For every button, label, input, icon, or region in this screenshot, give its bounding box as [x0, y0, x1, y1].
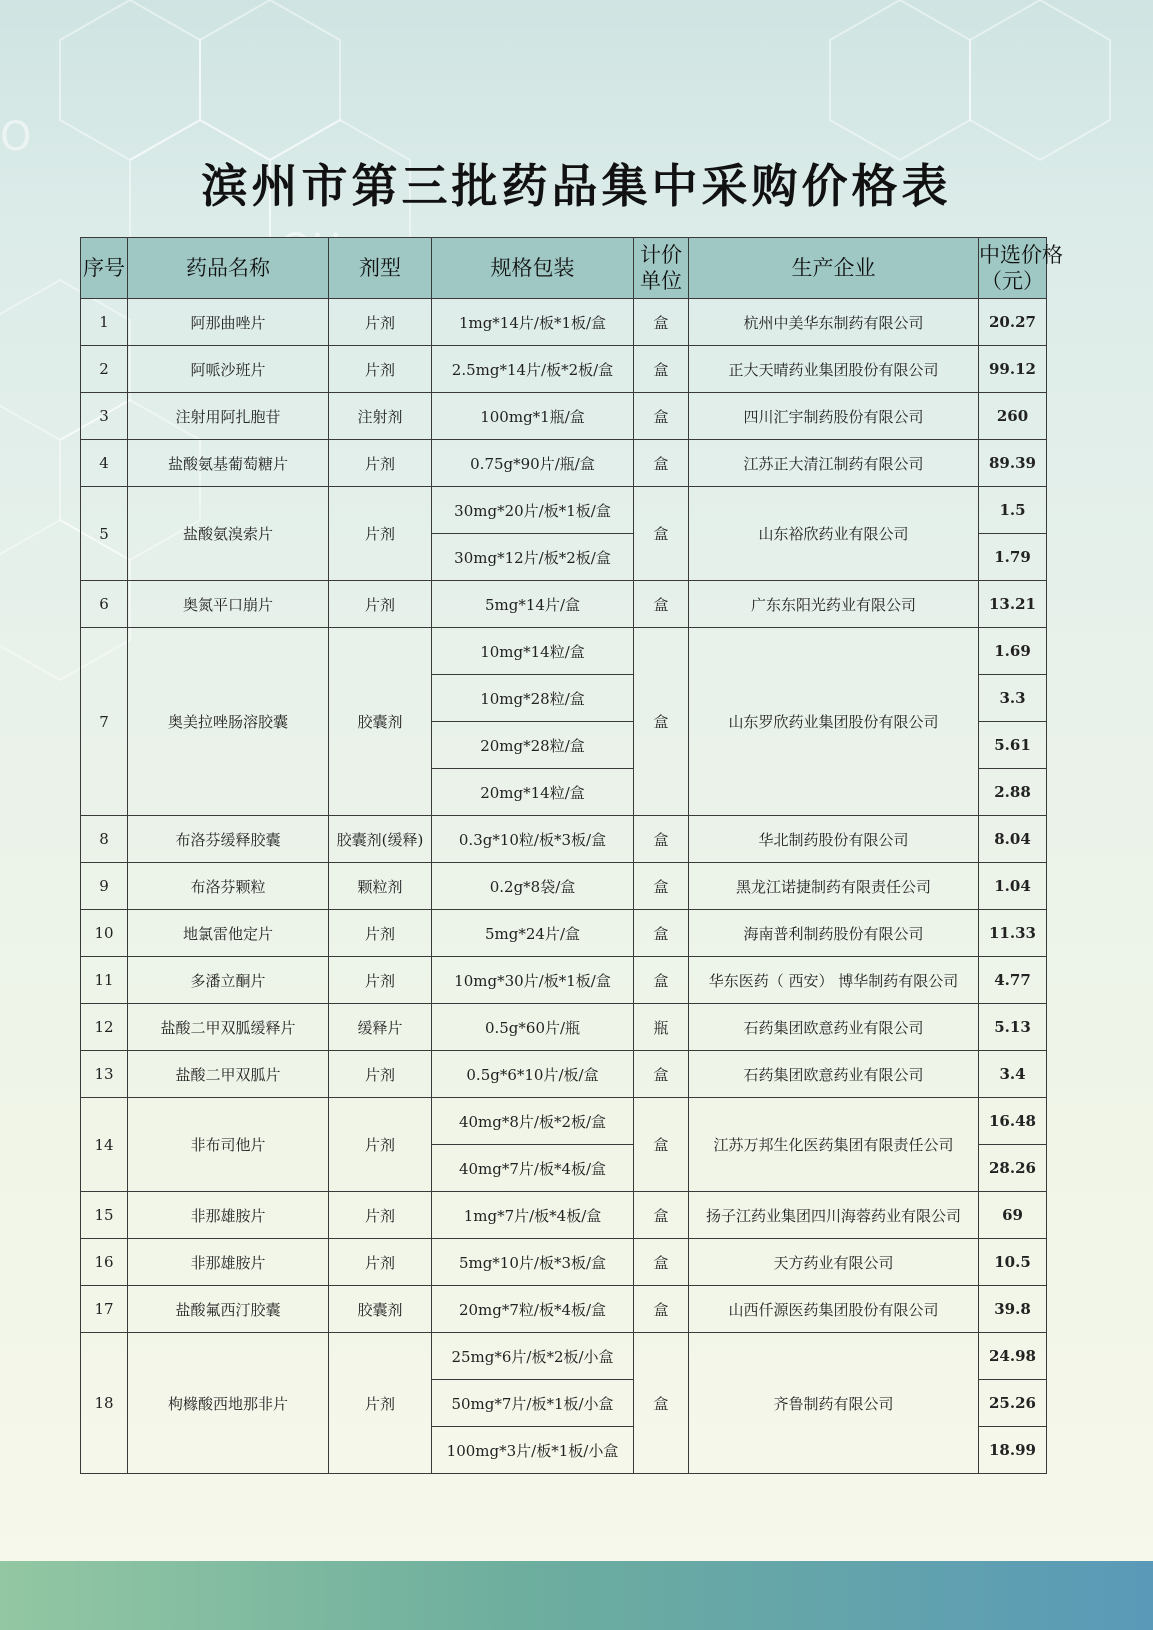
selected-price: 28.26 [979, 1145, 1047, 1192]
row-number: 5 [81, 487, 128, 581]
pricing-unit: 盒 [634, 910, 689, 957]
pricing-unit: 盒 [634, 1333, 689, 1474]
pricing-unit: 盒 [634, 628, 689, 816]
spec-package: 30mg*20片/板*1板/盒 [432, 487, 634, 534]
selected-price: 99.12 [979, 346, 1047, 393]
dosage-form: 片剂 [329, 581, 432, 628]
selected-price: 11.33 [979, 910, 1047, 957]
dosage-form: 片剂 [329, 299, 432, 346]
pricing-unit: 盒 [634, 1098, 689, 1192]
table-row [81, 1051, 1047, 1098]
dosage-form: 注射剂 [329, 393, 432, 440]
spec-package: 100mg*3片/板*1板/小盒 [432, 1427, 634, 1474]
svg-text:O: O [0, 114, 32, 160]
price-table [80, 237, 1063, 1474]
selected-price: 13.21 [979, 581, 1047, 628]
manufacturer: 海南普利制药股份有限公司 [689, 910, 979, 957]
dosage-form: 胶囊剂 [329, 628, 432, 816]
dosage-form: 片剂 [329, 1098, 432, 1192]
drug-name: 奥氮平口崩片 [128, 581, 329, 628]
pricing-unit: 盒 [634, 299, 689, 346]
drug-name: 布洛芬缓释胶囊 [128, 816, 329, 863]
row-number: 4 [81, 440, 128, 487]
table-header-row [81, 238, 1047, 299]
table-row [81, 628, 1047, 675]
selected-price: 5.61 [979, 722, 1047, 769]
row-number: 8 [81, 816, 128, 863]
spec-package: 5mg*14片/盒 [432, 581, 634, 628]
manufacturer: 正大天晴药业集团股份有限公司 [689, 346, 979, 393]
table-row [81, 299, 1047, 346]
manufacturer: 杭州中美华东制药有限公司 [689, 299, 979, 346]
dosage-form: 片剂 [329, 1333, 432, 1474]
dosage-form: 片剂 [329, 440, 432, 487]
pricing-unit: 盒 [634, 581, 689, 628]
selected-price: 5.13 [979, 1004, 1047, 1051]
pricing-unit: 盒 [634, 1286, 689, 1333]
pricing-unit: 盒 [634, 1051, 689, 1098]
selected-price: 18.99 [979, 1427, 1047, 1474]
drug-name: 阿哌沙班片 [128, 346, 329, 393]
row-number: 17 [81, 1286, 128, 1333]
drug-name: 枸橼酸西地那非片 [128, 1333, 329, 1474]
spec-package: 1mg*14片/板*1板/盒 [432, 299, 634, 346]
table-row [81, 1286, 1047, 1333]
pricing-unit: 盒 [634, 440, 689, 487]
row-number: 14 [81, 1098, 128, 1192]
row-number: 1 [81, 299, 128, 346]
drug-name: 奥美拉唑肠溶胶囊 [128, 628, 329, 816]
spec-package: 10mg*14粒/盒 [432, 628, 634, 675]
row-number: 2 [81, 346, 128, 393]
selected-price: 4.77 [979, 957, 1047, 1004]
header-no: 序号 [81, 238, 128, 299]
row-number: 13 [81, 1051, 128, 1098]
drug-name: 盐酸二甲双胍片 [128, 1051, 329, 1098]
selected-price: 39.8 [979, 1286, 1047, 1333]
row-number: 12 [81, 1004, 128, 1051]
drug-name: 注射用阿扎胞苷 [128, 393, 329, 440]
dosage-form: 片剂 [329, 1239, 432, 1286]
spec-package: 5mg*24片/盒 [432, 910, 634, 957]
dosage-form: 胶囊剂(缓释) [329, 816, 432, 863]
spec-package: 0.2g*8袋/盒 [432, 863, 634, 910]
row-number: 16 [81, 1239, 128, 1286]
selected-price: 20.27 [979, 299, 1047, 346]
selected-price: 24.98 [979, 1333, 1047, 1380]
manufacturer: 山东罗欣药业集团股份有限公司 [689, 628, 979, 816]
row-number: 11 [81, 957, 128, 1004]
selected-price: 2.88 [979, 769, 1047, 816]
table-row [81, 816, 1047, 863]
dosage-form: 片剂 [329, 1192, 432, 1239]
spec-package: 1mg*7片/板*4板/盒 [432, 1192, 634, 1239]
selected-price: 1.69 [979, 628, 1047, 675]
header-price: 中选价格 （元） [979, 238, 1047, 299]
table-row [81, 910, 1047, 957]
pricing-unit: 盒 [634, 393, 689, 440]
drug-name: 非布司他片 [128, 1098, 329, 1192]
selected-price: 69 [979, 1192, 1047, 1239]
manufacturer: 华东医药（ 西安） 博华制药有限公司 [689, 957, 979, 1004]
table-row [81, 863, 1047, 910]
row-number: 6 [81, 581, 128, 628]
table-row [81, 487, 1047, 534]
page-title: 滨州市第三批药品集中采购价格表 [201, 159, 952, 213]
manufacturer: 四川汇宇制药股份有限公司 [689, 393, 979, 440]
drug-name: 盐酸氟西汀胶囊 [128, 1286, 329, 1333]
selected-price: 8.04 [979, 816, 1047, 863]
spec-package: 10mg*28粒/盒 [432, 675, 634, 722]
pricing-unit: 瓶 [634, 1004, 689, 1051]
selected-price: 16.48 [979, 1098, 1047, 1145]
manufacturer: 石药集团欧意药业有限公司 [689, 1004, 979, 1051]
spec-package: 50mg*7片/板*1板/小盒 [432, 1380, 634, 1427]
spec-package: 40mg*7片/板*4板/盒 [432, 1145, 634, 1192]
manufacturer: 广东东阳光药业有限公司 [689, 581, 979, 628]
spec-package: 5mg*10片/板*3板/盒 [432, 1239, 634, 1286]
dosage-form: 缓释片 [329, 1004, 432, 1051]
header-unit: 计价 单位 [634, 238, 689, 299]
selected-price: 260 [979, 393, 1047, 440]
bottom-band [0, 1561, 1153, 1630]
table-row [81, 1192, 1047, 1239]
pricing-unit: 盒 [634, 1239, 689, 1286]
table-row [81, 957, 1047, 1004]
spec-package: 20mg*28粒/盒 [432, 722, 634, 769]
manufacturer: 山西仟源医药集团股份有限公司 [689, 1286, 979, 1333]
drug-name: 阿那曲唑片 [128, 299, 329, 346]
selected-price: 3.4 [979, 1051, 1047, 1098]
dosage-form: 片剂 [329, 346, 432, 393]
dosage-form: 片剂 [329, 957, 432, 1004]
header-name: 药品名称 [128, 238, 329, 299]
table-row [81, 1098, 1047, 1145]
spec-package: 40mg*8片/板*2板/盒 [432, 1098, 634, 1145]
drug-name: 非那雄胺片 [128, 1192, 329, 1239]
spec-package: 0.5g*60片/瓶 [432, 1004, 634, 1051]
row-number: 18 [81, 1333, 128, 1474]
dosage-form: 片剂 [329, 487, 432, 581]
table-row [81, 346, 1047, 393]
spec-package: 0.3g*10粒/板*3板/盒 [432, 816, 634, 863]
selected-price: 1.5 [979, 487, 1047, 534]
table-row [81, 581, 1047, 628]
table-row [81, 440, 1047, 487]
selected-price: 89.39 [979, 440, 1047, 487]
selected-price: 1.79 [979, 534, 1047, 581]
header-spec: 规格包装 [432, 238, 634, 299]
header-form: 剂型 [329, 238, 432, 299]
manufacturer: 华北制药股份有限公司 [689, 816, 979, 863]
dosage-form: 片剂 [329, 1051, 432, 1098]
table-row [81, 1004, 1047, 1051]
pricing-unit: 盒 [634, 346, 689, 393]
pricing-unit: 盒 [634, 816, 689, 863]
table-row [81, 1333, 1047, 1380]
row-number: 10 [81, 910, 128, 957]
pricing-unit: 盒 [634, 957, 689, 1004]
drug-name: 盐酸氨溴索片 [128, 487, 329, 581]
manufacturer: 石药集团欧意药业有限公司 [689, 1051, 979, 1098]
manufacturer: 江苏正大清江制药有限公司 [689, 440, 979, 487]
spec-package: 30mg*12片/板*2板/盒 [432, 534, 634, 581]
dosage-form: 颗粒剂 [329, 863, 432, 910]
row-number: 7 [81, 628, 128, 816]
manufacturer: 黑龙江诺捷制药有限责任公司 [689, 863, 979, 910]
manufacturer: 山东裕欣药业有限公司 [689, 487, 979, 581]
manufacturer: 齐鲁制药有限公司 [689, 1333, 979, 1474]
spec-package: 0.5g*6*10片/板/盒 [432, 1051, 634, 1098]
dosage-form: 片剂 [329, 910, 432, 957]
pricing-unit: 盒 [634, 863, 689, 910]
drug-name: 非那雄胺片 [128, 1239, 329, 1286]
spec-package: 20mg*14粒/盒 [432, 769, 634, 816]
row-number: 9 [81, 863, 128, 910]
drug-name: 布洛芬颗粒 [128, 863, 329, 910]
drug-name: 盐酸二甲双胍缓释片 [128, 1004, 329, 1051]
drug-name: 多潘立酮片 [128, 957, 329, 1004]
manufacturer: 扬子江药业集团四川海蓉药业有限公司 [689, 1192, 979, 1239]
drug-name: 地氯雷他定片 [128, 910, 329, 957]
manufacturer: 天方药业有限公司 [689, 1239, 979, 1286]
header-company: 生产企业 [689, 238, 979, 299]
spec-package: 100mg*1瓶/盒 [432, 393, 634, 440]
table-row [81, 1239, 1047, 1286]
pricing-unit: 盒 [634, 487, 689, 581]
selected-price: 1.04 [979, 863, 1047, 910]
spec-package: 2.5mg*14片/板*2板/盒 [432, 346, 634, 393]
table-row [81, 393, 1047, 440]
spec-package: 25mg*6片/板*2板/小盒 [432, 1333, 634, 1380]
spec-package: 20mg*7粒/板*4板/盒 [432, 1286, 634, 1333]
drug-name: 盐酸氨基葡萄糖片 [128, 440, 329, 487]
spec-package: 0.75g*90片/瓶/盒 [432, 440, 634, 487]
selected-price: 3.3 [979, 675, 1047, 722]
selected-price: 10.5 [979, 1239, 1047, 1286]
dosage-form: 胶囊剂 [329, 1286, 432, 1333]
row-number: 3 [81, 393, 128, 440]
manufacturer: 江苏万邦生化医药集团有限责任公司 [689, 1098, 979, 1192]
row-number: 15 [81, 1192, 128, 1239]
selected-price: 25.26 [979, 1380, 1047, 1427]
spec-package: 10mg*30片/板*1板/盒 [432, 957, 634, 1004]
pricing-unit: 盒 [634, 1192, 689, 1239]
